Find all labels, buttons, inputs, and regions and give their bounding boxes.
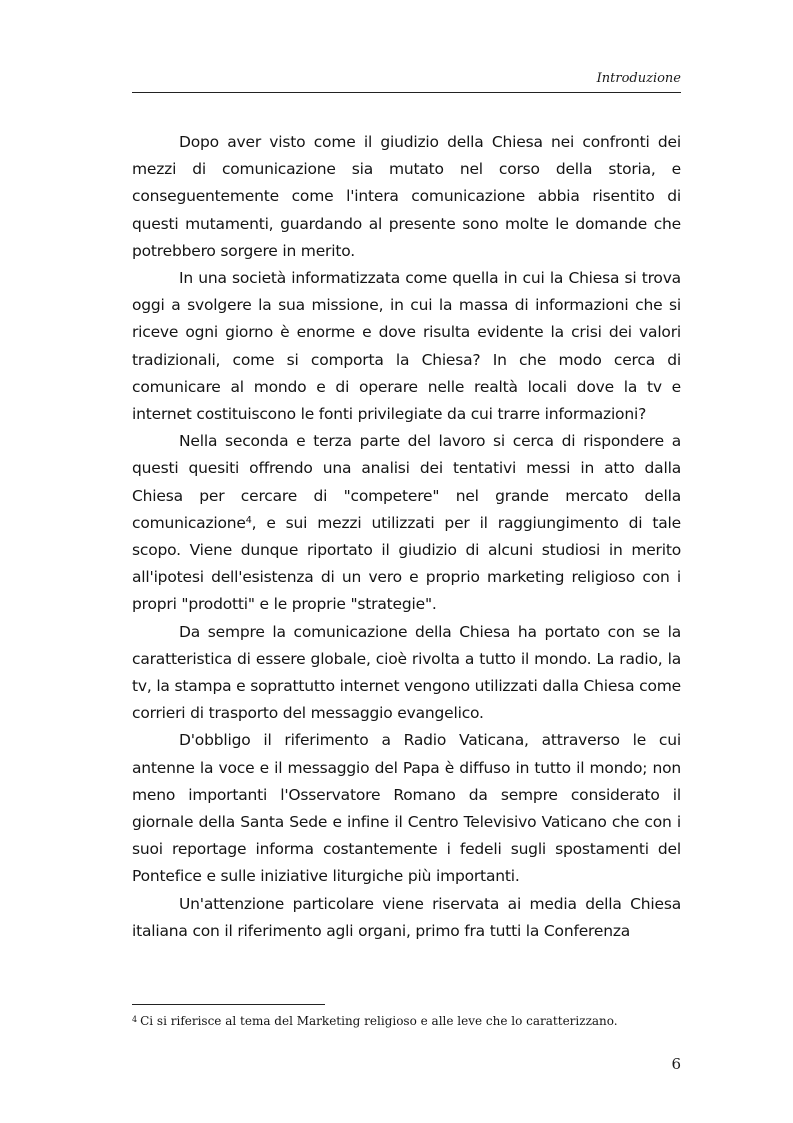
paragraph-3-text-before-ref: Nella seconda e terza parte del lavoro si cerca di rispondere a questi quesiti offrendo una analisi dei tentativi messi in atto dalla Chiesa per cercare di "competere" nel grande mercato della comunicazione [132, 432, 681, 532]
paragraph-6: Un'attenzione particolare viene riservata ai media della Chiesa italiana con il riferimento agli organi, primo fra tutti la Conferenza [132, 894, 681, 940]
body-text [132, 129, 681, 945]
footnote-reference[interactable]: 4 [245, 514, 252, 526]
footnote [132, 1012, 692, 1030]
footnote-rule [132, 1004, 325, 1005]
page-number: 6 [671, 1055, 681, 1073]
paragraph-3-text-after-ref: , e sui mezzi utilizzati per il raggiungimento di tale scopo. Viene dunque riportato il giudizio di alcuni studiosi in merito all'ipotesi dell'esistenza di un vero e proprio marketing religioso con i propri "prodotti" e le proprie "strategie". [132, 513, 681, 614]
header-rule [132, 92, 681, 93]
paragraph-1: Dopo aver visto come il giudizio della Chiesa nei confronti dei mezzi di comunicazione sia mutato nel corso della storia, e conseguentemente come l'intera comunicazione abbia risentito di questi mutamenti, guardando al presente sono molte le domande che potrebbero sorgere in merito. [132, 133, 681, 260]
paragraph-2: In una società informatizzata come quella in cui la Chiesa si trova oggi a svolgere la sua missione, in cui la massa di informazioni che si riceve ogni giorno è enorme e dove risulta evidente la crisi dei valori tradizionali, come si comporta la Chiesa? In che modo cerca di comunicare al mondo e di operare nelle realtà locali dove la tv e internet costituiscono le fonti privilegiate da cui trarre informazioni? [132, 269, 681, 424]
footnote-text: Ci si riferisce al tema del Marketing religioso e alle leve che lo caratterizzano. [140, 1014, 618, 1028]
footnote-number: 4 [132, 1015, 138, 1024]
paragraph-3 [132, 428, 681, 618]
running-header: Introduzione [596, 71, 681, 86]
paragraph-5: D'obbligo il riferimento a Radio Vaticana, attraverso le cui antenne la voce e il messaggio del Papa è diffuso in tutto il mondo; non meno importanti l'Osservatore Romano da sempre considerato il giornale della Santa Sede e infine il Centro Televisivo Vaticano che con i suoi reportage informa costantemente i fedeli sugli spostamenti del Pontefice e sulle iniziative liturgiche più importanti. [132, 731, 681, 886]
paragraph-4: Da sempre la comunicazione della Chiesa ha portato con se la caratteristica di essere globale, cioè rivolta a tutto il mondo. La radio, la tv, la stampa e soprattutto internet vengono utilizzati dalla Chiesa come corrieri di trasporto del messaggio evangelico. [132, 622, 681, 723]
